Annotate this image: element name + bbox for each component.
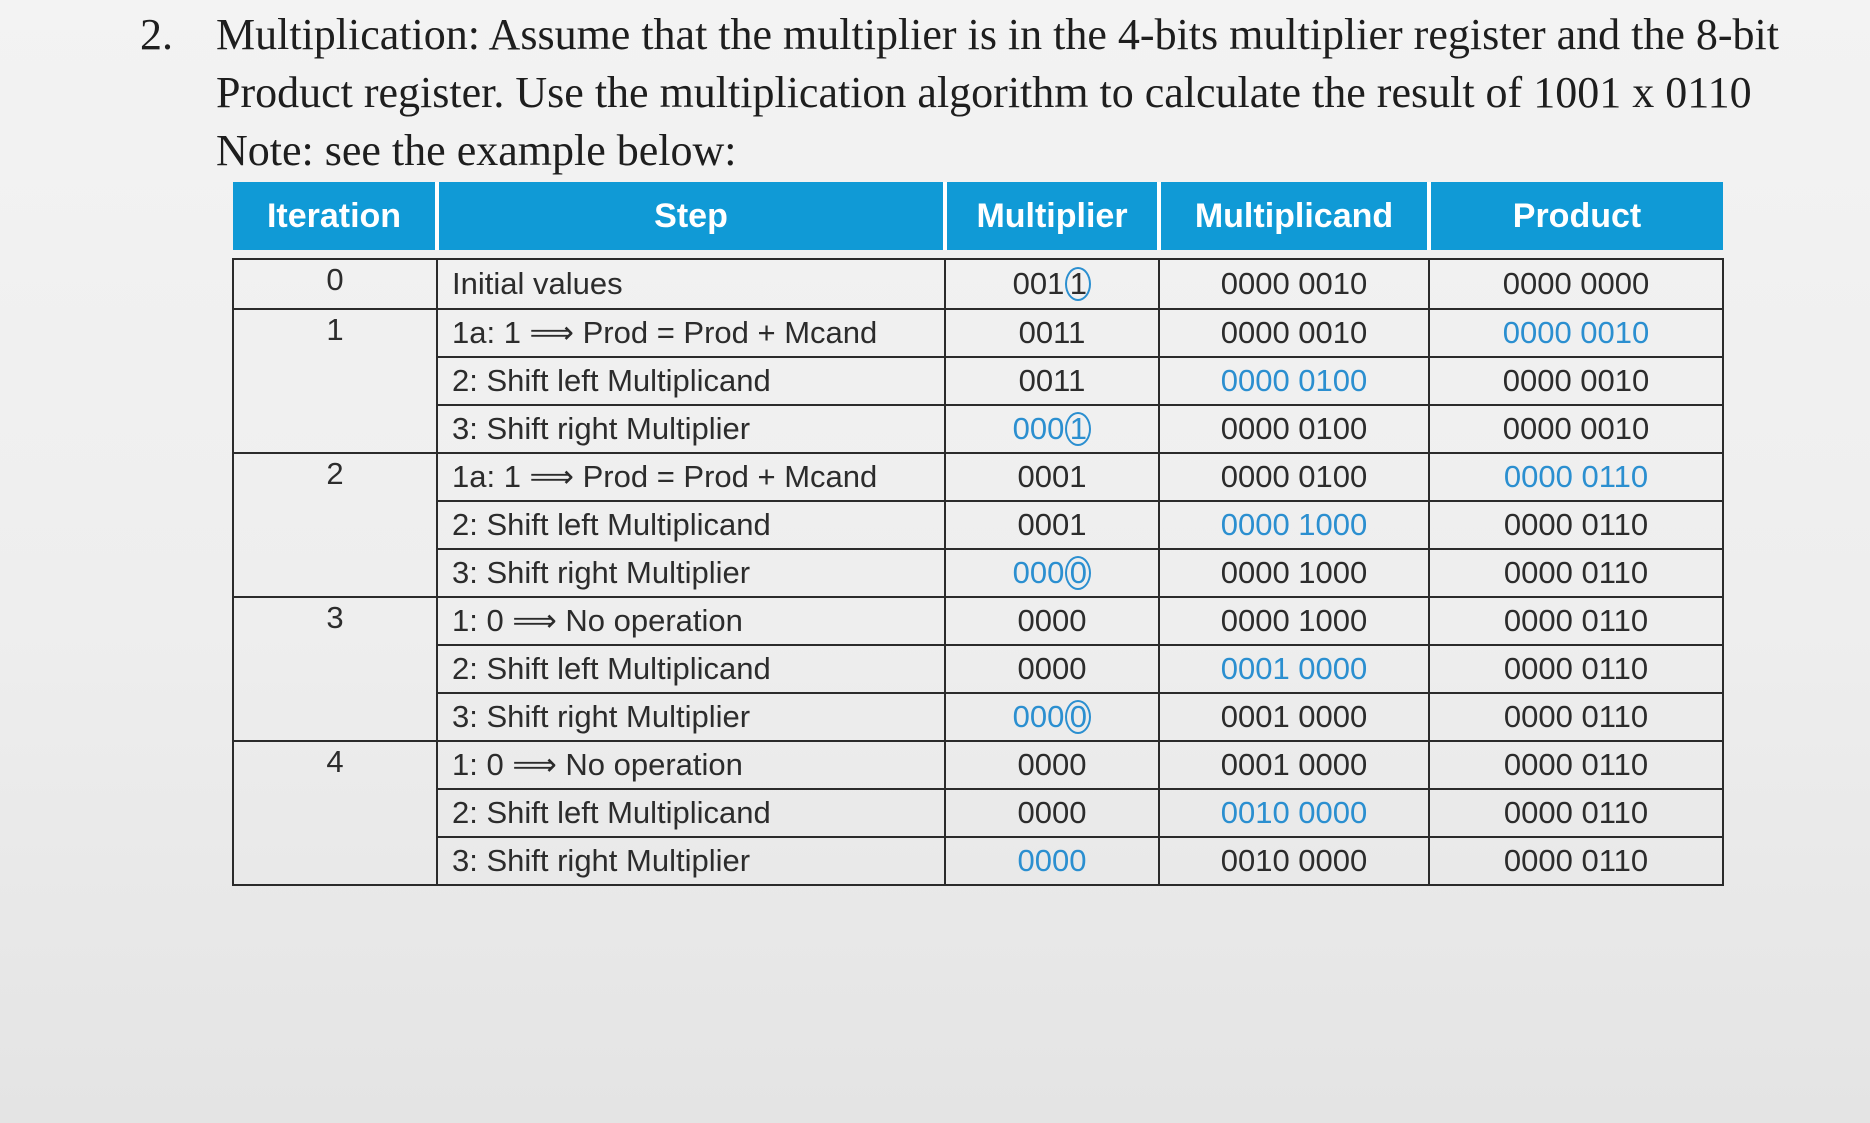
question <box>140 6 1779 180</box>
table-body <box>233 259 1723 885</box>
question-line: Note: see the example below: <box>216 126 737 175</box>
multiplicand-cell: 0010 0000 <box>1159 837 1429 885</box>
product-cell: 0000 0010 <box>1429 357 1723 405</box>
iteration-cell: 1 <box>233 309 437 453</box>
circled-bit: 0 <box>1065 700 1091 734</box>
multiplier-cell: 0011 <box>945 309 1159 357</box>
product-cell: 0000 0110 <box>1429 645 1723 693</box>
header-iteration: Iteration <box>233 182 437 250</box>
product-cell: 0000 0110 <box>1429 453 1723 501</box>
question-line: Multiplication: Assume that the multiplier is in the 4-bits multiplier register and the 8-bit <box>216 10 1779 59</box>
multiplicand-cell: 0000 1000 <box>1159 597 1429 645</box>
multiplier-cell: 0000 <box>945 837 1159 885</box>
step-cell: 3: Shift right Multiplier <box>437 549 945 597</box>
product-cell: 0000 0110 <box>1429 549 1723 597</box>
product-cell: 0000 0110 <box>1429 741 1723 789</box>
table-row <box>233 693 1723 741</box>
step-cell: 2: Shift left Multiplicand <box>437 789 945 837</box>
multiplier-cell: 0000 <box>945 597 1159 645</box>
table-row <box>233 357 1723 405</box>
table-row <box>233 453 1723 501</box>
header-multiplicand: Multiplicand <box>1159 182 1429 250</box>
step-cell: 3: Shift right Multiplier <box>437 405 945 453</box>
table-row <box>233 837 1723 885</box>
multiplier-cell: 0001 <box>945 501 1159 549</box>
iteration-cell: 2 <box>233 453 437 597</box>
product-cell: 0000 0110 <box>1429 501 1723 549</box>
step-cell: 1a: 1 ⟹ Prod = Prod + Mcand <box>437 309 945 357</box>
multiplier-cell: 0011 <box>945 357 1159 405</box>
table-row <box>233 405 1723 453</box>
step-cell: 1: 0 ⟹ No operation <box>437 597 945 645</box>
question-text <box>216 6 1779 180</box>
product-cell: 0000 0110 <box>1429 693 1723 741</box>
multiplier-cell: 0000 <box>945 645 1159 693</box>
circled-bit: 1 <box>1065 267 1091 301</box>
multiplier-cell: 0001 <box>945 453 1159 501</box>
table-row <box>233 259 1723 309</box>
multiplier-cell: 000 0 <box>945 549 1159 597</box>
header-step: Step <box>437 182 945 250</box>
table-row <box>233 645 1723 693</box>
product-cell: 0000 0110 <box>1429 789 1723 837</box>
table-row <box>233 597 1723 645</box>
step-cell: 3: Shift right Multiplier <box>437 837 945 885</box>
multiplicand-cell: 0000 0100 <box>1159 453 1429 501</box>
step-cell: 2: Shift left Multiplicand <box>437 357 945 405</box>
table-header-row <box>233 182 1723 250</box>
multiplier-cell: 000 0 <box>945 693 1159 741</box>
multiplier-cell: 0000 <box>945 741 1159 789</box>
product-cell: 0000 0110 <box>1429 837 1723 885</box>
table-row <box>233 501 1723 549</box>
table-row <box>233 741 1723 789</box>
header-product: Product <box>1429 182 1723 250</box>
multiplicand-cell: 0000 0010 <box>1159 309 1429 357</box>
iteration-cell: 3 <box>233 597 437 741</box>
step-cell: 2: Shift left Multiplicand <box>437 645 945 693</box>
product-cell: 0000 0110 <box>1429 597 1723 645</box>
question-number: 2. <box>140 10 173 59</box>
multiplicand-cell: 0001 0000 <box>1159 645 1429 693</box>
step-cell: 1: 0 ⟹ No operation <box>437 741 945 789</box>
circled-bit: 1 <box>1065 412 1091 446</box>
multiplication-table <box>232 182 1722 886</box>
header-multiplier: Multiplier <box>945 182 1159 250</box>
multiplicand-cell: 0000 0010 <box>1159 259 1429 309</box>
circled-bit: 0 <box>1065 556 1091 590</box>
multiplicand-cell: 0001 0000 <box>1159 741 1429 789</box>
iteration-cell: 4 <box>233 741 437 885</box>
multiplicand-cell: 0000 1000 <box>1159 501 1429 549</box>
multiplicand-cell: 0000 0100 <box>1159 405 1429 453</box>
iteration-cell: 0 <box>233 259 437 309</box>
step-cell: Initial values <box>437 259 945 309</box>
table-row <box>233 549 1723 597</box>
step-cell: 1a: 1 ⟹ Prod = Prod + Mcand <box>437 453 945 501</box>
multiplier-cell: 0000 <box>945 789 1159 837</box>
table-row <box>233 309 1723 357</box>
multiplicand-cell: 0001 0000 <box>1159 693 1429 741</box>
product-cell: 0000 0010 <box>1429 405 1723 453</box>
step-cell: 3: Shift right Multiplier <box>437 693 945 741</box>
multiplier-cell: 001 1 <box>945 259 1159 309</box>
step-cell: 2: Shift left Multiplicand <box>437 501 945 549</box>
table-row <box>233 789 1723 837</box>
product-cell: 0000 0010 <box>1429 309 1723 357</box>
multiplicand-cell: 0010 0000 <box>1159 789 1429 837</box>
multiplicand-cell: 0000 0100 <box>1159 357 1429 405</box>
question-line: Product register. Use the multiplication algorithm to calculate the result of 1001 x 0110 <box>216 68 1752 117</box>
multiplicand-cell: 0000 1000 <box>1159 549 1429 597</box>
multiplier-cell: 000 1 <box>945 405 1159 453</box>
product-cell: 0000 0000 <box>1429 259 1723 309</box>
